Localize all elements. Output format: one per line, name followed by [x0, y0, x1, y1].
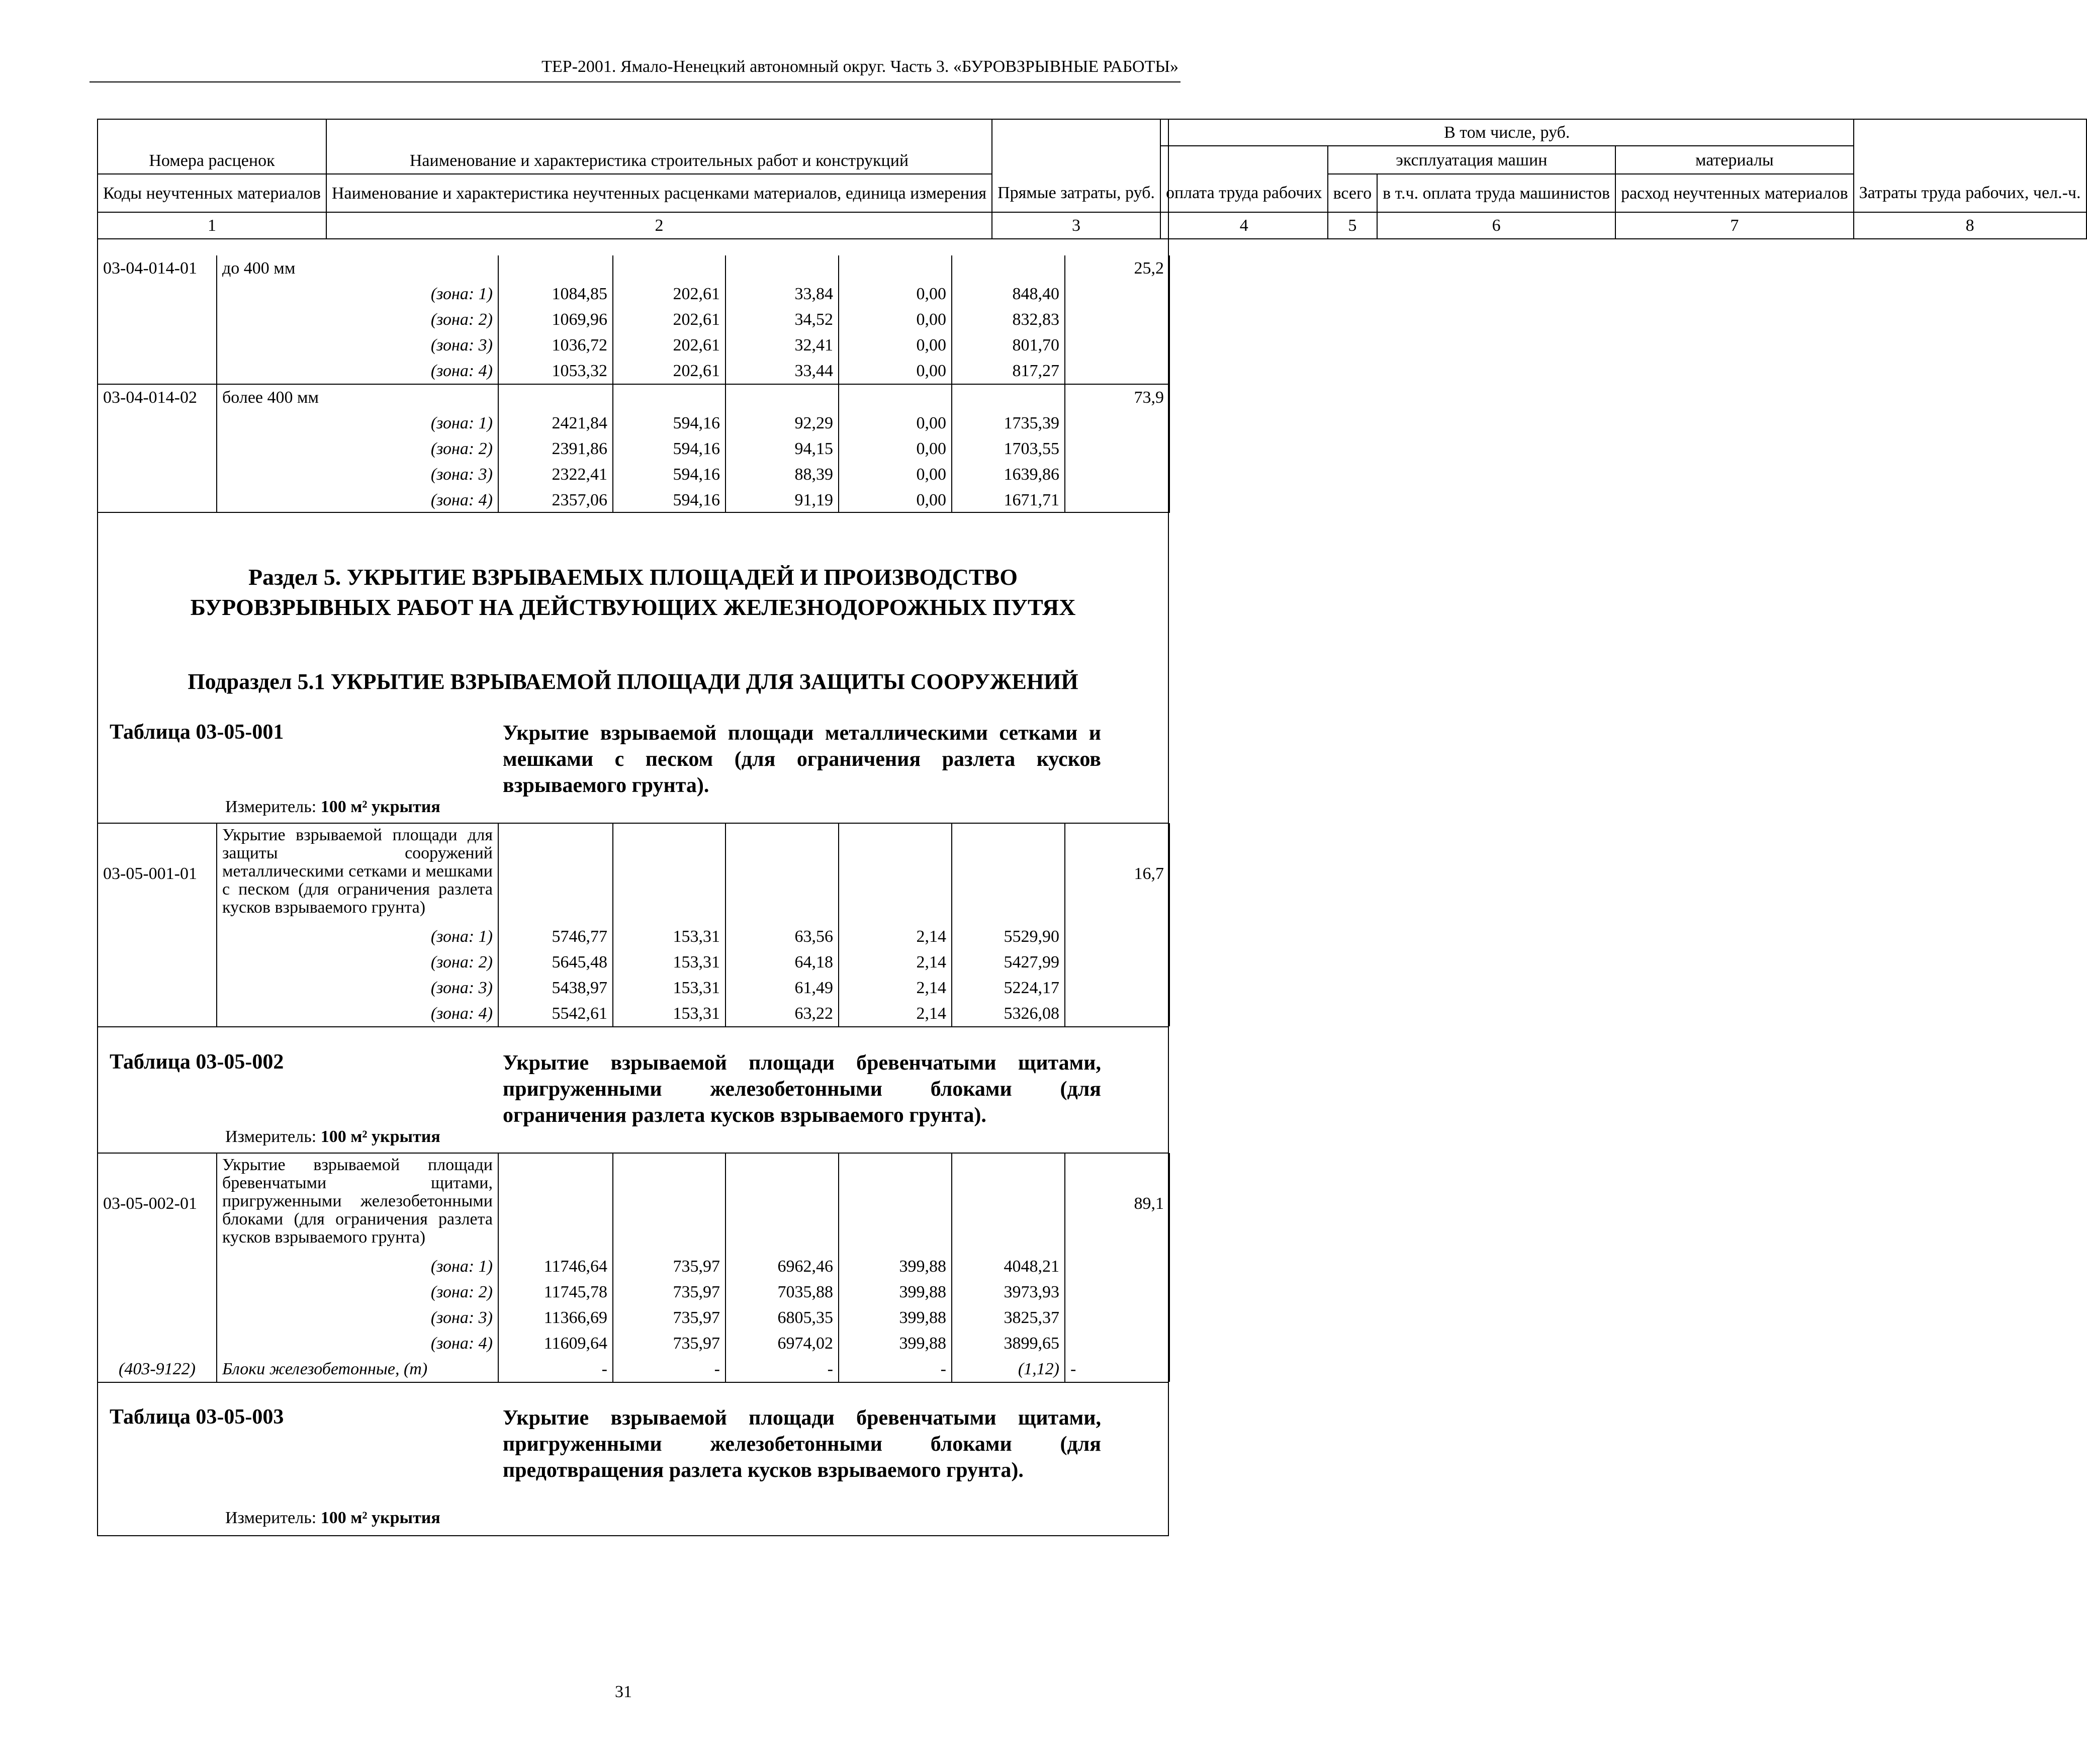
- cell: 1671,71: [952, 487, 1065, 513]
- cell: 88,39: [725, 462, 839, 487]
- table-description: Укрытие взрываемой площади бревенчатыми щитами, пригруженными железобетонными блоками (для ограничения разлета кусков взрываемого грунта).: [503, 1051, 1101, 1127]
- table-description: Укрытие взрываемой площади бревенчатыми щитами, пригруженными железобетонными блоками (для предотвращения разлета кусков взрываемого грунта).: [503, 1406, 1101, 1482]
- col3-head: Прямые затраты, руб.: [992, 119, 1160, 212]
- col6-head: в т.ч. оплата труда машинистов: [1377, 174, 1615, 212]
- cell: 6962,46: [725, 1254, 839, 1279]
- incl-head: В том числе, руб.: [1160, 119, 1854, 146]
- cell: 6805,35: [725, 1305, 839, 1331]
- measure-prefix: Измеритель:: [225, 798, 321, 816]
- cell: 202,61: [613, 358, 725, 384]
- colnum-5: 5: [1328, 212, 1378, 239]
- cell: 735,97: [613, 1305, 725, 1331]
- cell: 399,88: [839, 1254, 952, 1279]
- cell: 1639,86: [952, 462, 1065, 487]
- zone-label: (зона: 4): [217, 487, 498, 513]
- cell: 2,14: [839, 1001, 952, 1026]
- measure-value: 100 м² укрытия: [320, 1509, 440, 1527]
- colnum-8: 8: [1854, 212, 2086, 239]
- zone-label: (зона: 1): [217, 924, 498, 949]
- machines-head: эксплуатация машин: [1328, 146, 1616, 174]
- rate-code: 03-05-002-01: [98, 1153, 217, 1254]
- subsection-title: Подраздел 5.1 УКРЫТИЕ ВЗРЫВАЕМОЙ ПЛОЩАДИ ДЛЯ ЗАЩИТЫ СООРУЖЕНИЙ: [188, 669, 1078, 694]
- cell: 0,00: [839, 462, 952, 487]
- zone-label: (зона: 4): [217, 358, 498, 384]
- cell: -: [498, 1356, 613, 1382]
- cell: 0,00: [839, 487, 952, 513]
- cell: 5746,77: [498, 924, 613, 949]
- col1-top: Номера расценок: [98, 119, 326, 174]
- zone-label: (зона: 3): [217, 975, 498, 1001]
- cell: -: [725, 1356, 839, 1382]
- cell: 5542,61: [498, 1001, 613, 1026]
- rate-code: 03-04-014-01: [98, 255, 217, 281]
- cell: 594,16: [613, 487, 725, 513]
- cell: 202,61: [613, 332, 725, 358]
- zone-label: (зона: 1): [217, 1254, 498, 1279]
- colnum-7: 7: [1615, 212, 1854, 239]
- cell: 3899,65: [952, 1331, 1065, 1356]
- labor-cost: 25,2: [1065, 255, 1169, 281]
- rate-code: 03-04-014-02: [98, 384, 217, 410]
- page-frame: [97, 119, 1169, 1536]
- table-label: Таблица 03-05-002: [110, 1050, 284, 1074]
- cell: 0,00: [839, 436, 952, 462]
- cell: 6974,02: [725, 1331, 839, 1356]
- page-number: 31: [615, 1683, 632, 1701]
- zone-label: (зона: 1): [217, 281, 498, 307]
- cell: 32,41: [725, 332, 839, 358]
- col4-head: оплата труда рабочих: [1160, 146, 1328, 212]
- zone-label: (зона: 2): [217, 436, 498, 462]
- colnum-2: 2: [326, 212, 992, 239]
- cell: 5529,90: [952, 924, 1065, 949]
- cell: 2391,86: [498, 436, 613, 462]
- cell: 1053,32: [498, 358, 613, 384]
- table-description: Укрытие взрываемой площади металлическими сетками и мешками с песком (для ограничения разлета кусков взрываемого грунта).: [503, 722, 1101, 797]
- material-name: Блоки железобетонные, (т): [217, 1356, 498, 1382]
- colnum-1: 1: [98, 212, 326, 239]
- table-label: Таблица 03-05-001: [110, 721, 284, 744]
- cell: 94,15: [725, 436, 839, 462]
- cell: 848,40: [952, 281, 1065, 307]
- cell: 2322,41: [498, 462, 613, 487]
- cell: 594,16: [613, 462, 725, 487]
- cell: -: [613, 1356, 725, 1382]
- colnum-3: 3: [992, 212, 1160, 239]
- labor-cost: 16,7: [1065, 823, 1169, 924]
- colnum-6: 6: [1377, 212, 1615, 239]
- cell: (1,12): [952, 1356, 1065, 1382]
- cell: 1084,85: [498, 281, 613, 307]
- zone-label: (зона: 1): [217, 410, 498, 436]
- cell: 801,70: [952, 332, 1065, 358]
- zone-label: (зона: 2): [217, 949, 498, 975]
- cell: 11745,78: [498, 1279, 613, 1305]
- cell: 2,14: [839, 924, 952, 949]
- cell: -: [839, 1356, 952, 1382]
- cell: 832,83: [952, 307, 1065, 332]
- cell: 5645,48: [498, 949, 613, 975]
- cell: 2,14: [839, 975, 952, 1001]
- measure-prefix: Измеритель:: [225, 1127, 321, 1146]
- colnum-4: 4: [1160, 212, 1328, 239]
- rate-name: до 400 мм: [217, 255, 498, 281]
- cell: 1735,39: [952, 410, 1065, 436]
- zone-label: (зона: 4): [217, 1001, 498, 1026]
- cell: 5427,99: [952, 949, 1065, 975]
- col2-top: Наименование и характеристика строительных работ и конструкций: [326, 119, 992, 174]
- cell: 0,00: [839, 307, 952, 332]
- zone-label: (зона: 2): [217, 307, 498, 332]
- cell: 63,22: [725, 1001, 839, 1026]
- cell: 1703,55: [952, 436, 1065, 462]
- cell: 153,31: [613, 924, 725, 949]
- cell: 91,19: [725, 487, 839, 513]
- labor-cost: 89,1: [1065, 1153, 1169, 1254]
- header-text: ТЕР-2001. Ямало-Ненецкий автономный округ. Часть 3. «БУРОВЗРЫВНЫЕ РАБОТЫ»: [541, 57, 1178, 76]
- cell: 7035,88: [725, 1279, 839, 1305]
- zone-label: (зона: 4): [217, 1331, 498, 1356]
- labor-cost: 73,9: [1065, 384, 1169, 410]
- cell: 594,16: [613, 410, 725, 436]
- cell: 817,27: [952, 358, 1065, 384]
- cell: 11746,64: [498, 1254, 613, 1279]
- rate-name: Укрытие взрываемой площади для защиты сооружений металлическими сетками и мешками с песком (для ограничения разлета кусков взрываемого грунта): [217, 823, 498, 924]
- section-title-line: Раздел 5. УКРЫТИЕ ВЗРЫВАЕМЫХ ПЛОЩАДЕЙ И ПРОИЗВОДСТВО: [248, 564, 1018, 590]
- material-code: (403-9122): [98, 1356, 217, 1382]
- measure-value: 100 м² укрытия: [320, 798, 440, 816]
- zone-label: (зона: 2): [217, 1279, 498, 1305]
- col7-head: расход неучтенных материалов: [1615, 174, 1854, 212]
- cell: 34,52: [725, 307, 839, 332]
- zone-label: (зона: 3): [217, 1305, 498, 1331]
- rate-name: Укрытие взрываемой площади бревенчатыми щитами, пригруженными железобетонными блоками (для ограничения разлета кусков взрываемого грунта): [217, 1153, 498, 1254]
- col5-head: всего: [1328, 174, 1378, 212]
- cell: 92,29: [725, 410, 839, 436]
- cell: 399,88: [839, 1331, 952, 1356]
- cell: 202,61: [613, 307, 725, 332]
- cell: 5224,17: [952, 975, 1065, 1001]
- rate-name: более 400 мм: [217, 384, 498, 410]
- zone-label: (зона: 3): [217, 462, 498, 487]
- cell: 202,61: [613, 281, 725, 307]
- cell: 61,49: [725, 975, 839, 1001]
- cell: 63,56: [725, 924, 839, 949]
- cell: 153,31: [613, 1001, 725, 1026]
- table-label: Таблица 03-05-003: [110, 1405, 284, 1429]
- cell: 0,00: [839, 281, 952, 307]
- page-header: [89, 54, 1181, 82]
- measure-prefix: Измеритель:: [225, 1509, 321, 1527]
- measure-value: 100 м² укрытия: [320, 1127, 440, 1146]
- cell: 3973,93: [952, 1279, 1065, 1305]
- cell: 0,00: [839, 410, 952, 436]
- cell: 5438,97: [498, 975, 613, 1001]
- materials-head: материалы: [1615, 146, 1854, 174]
- cell: 399,88: [839, 1279, 952, 1305]
- cell: 1036,72: [498, 332, 613, 358]
- cell: 11609,64: [498, 1331, 613, 1356]
- cell: 2,14: [839, 949, 952, 975]
- cell: 3825,37: [952, 1305, 1065, 1331]
- cell: 33,44: [725, 358, 839, 384]
- cell: 153,31: [613, 949, 725, 975]
- cell: 2421,84: [498, 410, 613, 436]
- cell: 153,31: [613, 975, 725, 1001]
- cell: -: [1065, 1356, 1169, 1382]
- cell: 64,18: [725, 949, 839, 975]
- cell: 5326,08: [952, 1001, 1065, 1026]
- cell: 33,84: [725, 281, 839, 307]
- col8-head: Затраты труда рабочих, чел.-ч.: [1854, 119, 2086, 212]
- col2-bottom: Наименование и характеристика неучтенных расценками материалов, единица измерения: [326, 174, 992, 212]
- cell: 1069,96: [498, 307, 613, 332]
- zone-label: (зона: 3): [217, 332, 498, 358]
- section-title-line: БУРОВЗРЫВНЫХ РАБОТ НА ДЕЙСТВУЮЩИХ ЖЕЛЕЗНОДОРОЖНЫХ ПУТЯХ: [190, 594, 1076, 620]
- rate-code: 03-05-001-01: [98, 823, 217, 924]
- col1-bottom: Коды неучтенных материалов: [98, 174, 326, 212]
- cell: 594,16: [613, 436, 725, 462]
- cell: 2357,06: [498, 487, 613, 513]
- cell: 399,88: [839, 1305, 952, 1331]
- cell: 0,00: [839, 332, 952, 358]
- cell: 0,00: [839, 358, 952, 384]
- cell: 735,97: [613, 1279, 725, 1305]
- cell: 735,97: [613, 1331, 725, 1356]
- cell: 11366,69: [498, 1305, 613, 1331]
- cell: 4048,21: [952, 1254, 1065, 1279]
- cell: 735,97: [613, 1254, 725, 1279]
